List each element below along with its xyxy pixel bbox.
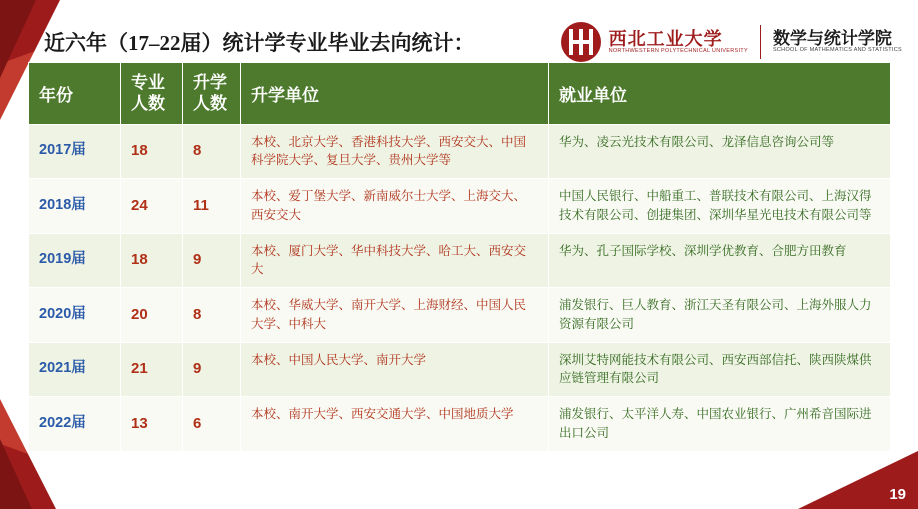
table-header-row	[29, 63, 891, 125]
column-header-year: 年份	[29, 63, 121, 125]
cell-employers: 中国人民银行、中船重工、普联技术有限公司、上海汉得技术有限公司、创捷集团、深圳华星光电技术有限公司等	[549, 179, 891, 234]
page-title: 近六年（17–22届）统计学专业毕业去向统计：	[44, 31, 475, 55]
table-row	[29, 124, 891, 179]
cell-year: 2018届	[29, 179, 121, 234]
table-row	[29, 342, 891, 397]
cell-grad-schools: 本校、北京大学、香港科技大学、西安交大、中国科学院大学、复旦大学、贵州大学等	[241, 124, 549, 179]
cell-year: 2022届	[29, 397, 121, 452]
cell-grad-schools: 本校、爱丁堡大学、新南威尔士大学、上海交大、西安交大	[241, 179, 549, 234]
university-name-block	[609, 30, 748, 55]
cell-major-count: 18	[121, 233, 183, 288]
cell-employers: 浦发银行、太平洋人寿、中国农业银行、广州希音国际进出口公司	[549, 397, 891, 452]
cell-grad-schools: 本校、厦门大学、华中科技大学、哈工大、西安交大	[241, 233, 549, 288]
table-row	[29, 179, 891, 234]
table-body	[29, 124, 891, 451]
department-name-block	[773, 30, 902, 54]
table-row	[29, 233, 891, 288]
table-header	[29, 63, 891, 125]
department-name-cn: 数学与统计学院	[772, 29, 892, 49]
table-row	[29, 397, 891, 452]
cell-major-count: 13	[121, 397, 183, 452]
cell-grad-schools: 本校、华威大学、南开大学、上海财经、中国人民大学、中科大	[241, 288, 549, 343]
cell-major-count: 20	[121, 288, 183, 343]
cell-grad-count: 11	[183, 179, 241, 234]
department-name-en: SCHOOL OF MATHEMATICS AND STATISTICS	[772, 47, 902, 54]
university-name-en: NORTHWESTERN POLYTECHNICAL UNIVERSITY	[608, 47, 748, 54]
cell-year: 2021届	[29, 342, 121, 397]
cell-grad-count: 8	[183, 124, 241, 179]
cell-grad-count: 6	[183, 397, 241, 452]
cell-grad-count: 9	[183, 233, 241, 288]
column-header-employers: 就业单位	[549, 63, 891, 125]
cell-year: 2019届	[29, 233, 121, 288]
table-row	[29, 288, 891, 343]
university-logo	[561, 22, 902, 62]
university-name-cn: 西北工业大学	[608, 28, 723, 49]
cell-grad-schools: 本校、中国人民大学、南开大学	[241, 342, 549, 397]
cell-employers: 深圳艾特网能技术有限公司、西安西部信托、陕西陕煤供应链管理有限公司	[549, 342, 891, 397]
cell-year: 2020届	[29, 288, 121, 343]
university-crest-icon	[561, 22, 601, 62]
cell-major-count: 21	[121, 342, 183, 397]
page-number: 19	[889, 486, 906, 503]
cell-year: 2017届	[29, 124, 121, 179]
graduate-destination-table	[28, 62, 891, 452]
cell-employers: 华为、孔子国际学校、深圳学优教育、合肥方田教育	[549, 233, 891, 288]
column-header-grad-schools: 升学单位	[241, 63, 549, 125]
cell-grad-count: 8	[183, 288, 241, 343]
cell-employers: 华为、凌云光技术有限公司、龙泽信息咨询公司等	[549, 124, 891, 179]
cell-employers: 浦发银行、巨人教育、浙江天圣有限公司、上海外服人力资源有限公司	[549, 288, 891, 343]
cell-major-count: 18	[121, 124, 183, 179]
cell-grad-schools: 本校、南开大学、西安交通大学、中国地质大学	[241, 397, 549, 452]
cell-grad-count: 9	[183, 342, 241, 397]
cell-major-count: 24	[121, 179, 183, 234]
logo-divider	[760, 25, 761, 59]
column-header-grad-count: 升学人数	[183, 63, 241, 125]
column-header-major-count: 专业人数	[121, 63, 183, 125]
